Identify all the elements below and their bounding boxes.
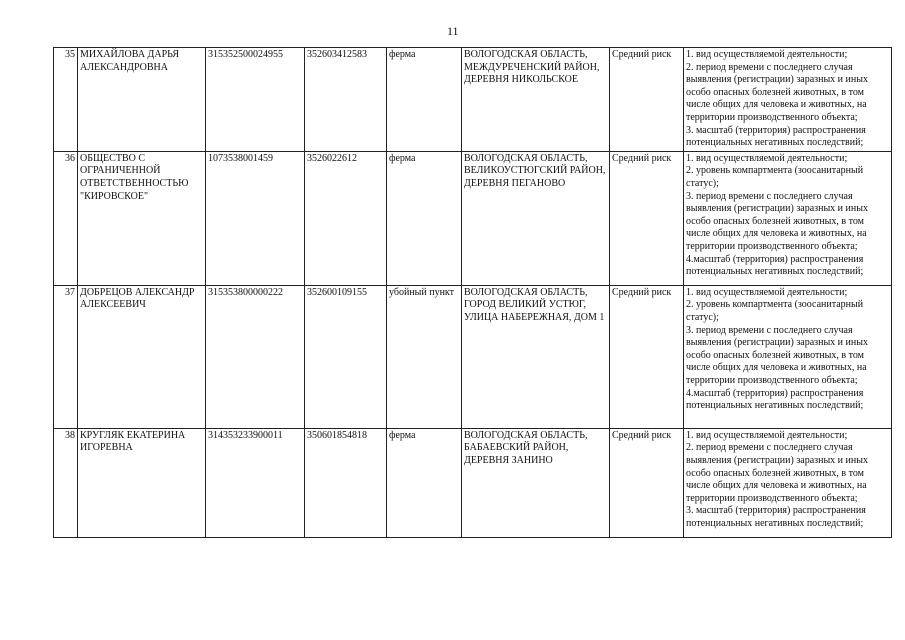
criteria-line: территории производственного объекта; [686, 374, 858, 386]
table-row [54, 285, 892, 428]
criteria-line: особо опасных болезней животных, в том [686, 467, 864, 479]
criteria-line: 2. период времени с последнего случая [686, 61, 853, 73]
criteria-cell [684, 285, 892, 428]
inn-cell: 352603412583 [305, 48, 387, 152]
criteria-line: потенциальных негативных последствий; [686, 400, 864, 412]
entity-name: КРУГЛЯК ЕКАТЕРИНА ИГОРЕВНА [78, 428, 206, 537]
entity-name: МИХАЙЛОВА ДАРЬЯ АЛЕКСАНДРОВНА [78, 48, 206, 152]
criteria-line: потенциальных негативных последствий; [686, 137, 864, 149]
criteria-cell [684, 428, 892, 537]
ogrn-cell: 314353233900011 [206, 428, 305, 537]
risk-category-cell: Средний риск [610, 151, 684, 285]
criteria-line: территории производственного объекта; [686, 111, 858, 123]
criteria-line: потенциальных негативных последствий; [686, 266, 864, 278]
table-row [54, 48, 892, 152]
risk-category-cell: Средний риск [610, 285, 684, 428]
criteria-line: 1. вид осуществляемой деятельности; [686, 152, 848, 164]
ogrn-cell: 315352500024955 [206, 48, 305, 152]
criteria-line: числе общих для человека и животных, на [686, 480, 867, 492]
criteria-line: потенциальных негативных последствий; [686, 517, 864, 529]
table-row [54, 151, 892, 285]
inn-cell: 350601854818 [305, 428, 387, 537]
row-number: 38 [54, 428, 78, 537]
address-cell: ВОЛОГОДСКАЯ ОБЛАСТЬ, БАБАЕВСКИЙ РАЙОН, ДЕРЕВНЯ ЗАНИНО [462, 428, 610, 537]
criteria-line: 3. период времени с последнего случая [686, 324, 853, 336]
ogrn-cell: 1073538001459 [206, 151, 305, 285]
address-cell: ВОЛОГОДСКАЯ ОБЛАСТЬ, МЕЖДУРЕЧЕНСКИЙ РАЙОН, ДЕРЕВНЯ НИКОЛЬСКОЕ [462, 48, 610, 152]
inn-cell: 352600109155 [305, 285, 387, 428]
row-number: 35 [54, 48, 78, 152]
address-cell: ВОЛОГОДСКАЯ ОБЛАСТЬ, ГОРОД ВЕЛИКИЙ УСТЮГ, УЛИЦА НАБЕРЕЖНАЯ, ДОМ 1 [462, 285, 610, 428]
criteria-line: числе общих для человека и животных, на [686, 362, 867, 374]
entity-name: ОБЩЕСТВО С ОГРАНИЧЕННОЙ ОТВЕТСТВЕННОСТЬЮ "КИРОВСКОЕ" [78, 151, 206, 285]
criteria-line: 3. масштаб (территория) распространения [686, 505, 866, 517]
entity-name: ДОБРЕЦОВ АЛЕКСАНДР АЛЕКСЕЕВИЧ [78, 285, 206, 428]
row-number: 36 [54, 151, 78, 285]
object-type-cell: ферма [387, 428, 462, 537]
registry-table [53, 47, 892, 538]
criteria-line: статус); [686, 177, 719, 189]
criteria-line: выявления (регистрации) заразных и иных [686, 454, 868, 466]
risk-category-cell: Средний риск [610, 428, 684, 537]
criteria-line: 2. период времени с последнего случая [686, 442, 853, 454]
object-type-cell: убойный пункт [387, 285, 462, 428]
criteria-line: 1. вид осуществляемой деятельности; [686, 286, 848, 298]
row-number: 37 [54, 285, 78, 428]
criteria-line: выявления (регистрации) заразных и иных [686, 74, 868, 86]
inn-cell: 3526022612 [305, 151, 387, 285]
table-row [54, 428, 892, 537]
criteria-line: 1. вид осуществляемой деятельности; [686, 49, 848, 60]
address-cell: ВОЛОГОДСКАЯ ОБЛАСТЬ, ВЕЛИКОУСТЮГСКИЙ РАЙОН, ДЕРЕВНЯ ПЕГАНОВО [462, 151, 610, 285]
criteria-line: числе общих для человека и животных, на [686, 99, 867, 111]
criteria-line: выявления (регистрации) заразных и иных [686, 337, 868, 349]
page-number: 11 [447, 24, 459, 38]
criteria-line: 1. вид осуществляемой деятельности; [686, 429, 848, 441]
criteria-line: выявления (регистрации) заразных и иных [686, 203, 868, 215]
criteria-cell [684, 151, 892, 285]
criteria-line: особо опасных болезней животных, в том [686, 86, 864, 98]
criteria-cell [684, 48, 892, 152]
ogrn-cell: 315353800000222 [206, 285, 305, 428]
criteria-line: 4.масштаб (территория) распространения [686, 387, 864, 399]
criteria-line: особо опасных болезней животных, в том [686, 349, 864, 361]
criteria-line: территории производственного объекта; [686, 240, 858, 252]
criteria-line: статус); [686, 311, 719, 323]
criteria-line: территории производственного объекта; [686, 492, 858, 504]
object-type-cell: ферма [387, 48, 462, 152]
risk-category-cell: Средний риск [610, 48, 684, 152]
criteria-line: числе общих для человека и животных, на [686, 228, 867, 240]
criteria-line: особо опасных болезней животных, в том [686, 215, 864, 227]
criteria-line: 3. период времени с последнего случая [686, 190, 853, 202]
criteria-line: 4.масштаб (территория) распространения [686, 253, 864, 265]
object-type-cell: ферма [387, 151, 462, 285]
criteria-line: 2. уровень компартмента (зоосанитарный [686, 299, 864, 311]
criteria-line: 3. масштаб (территория) распространения [686, 124, 866, 136]
criteria-line: 2. уровень компартмента (зоосанитарный [686, 165, 864, 177]
